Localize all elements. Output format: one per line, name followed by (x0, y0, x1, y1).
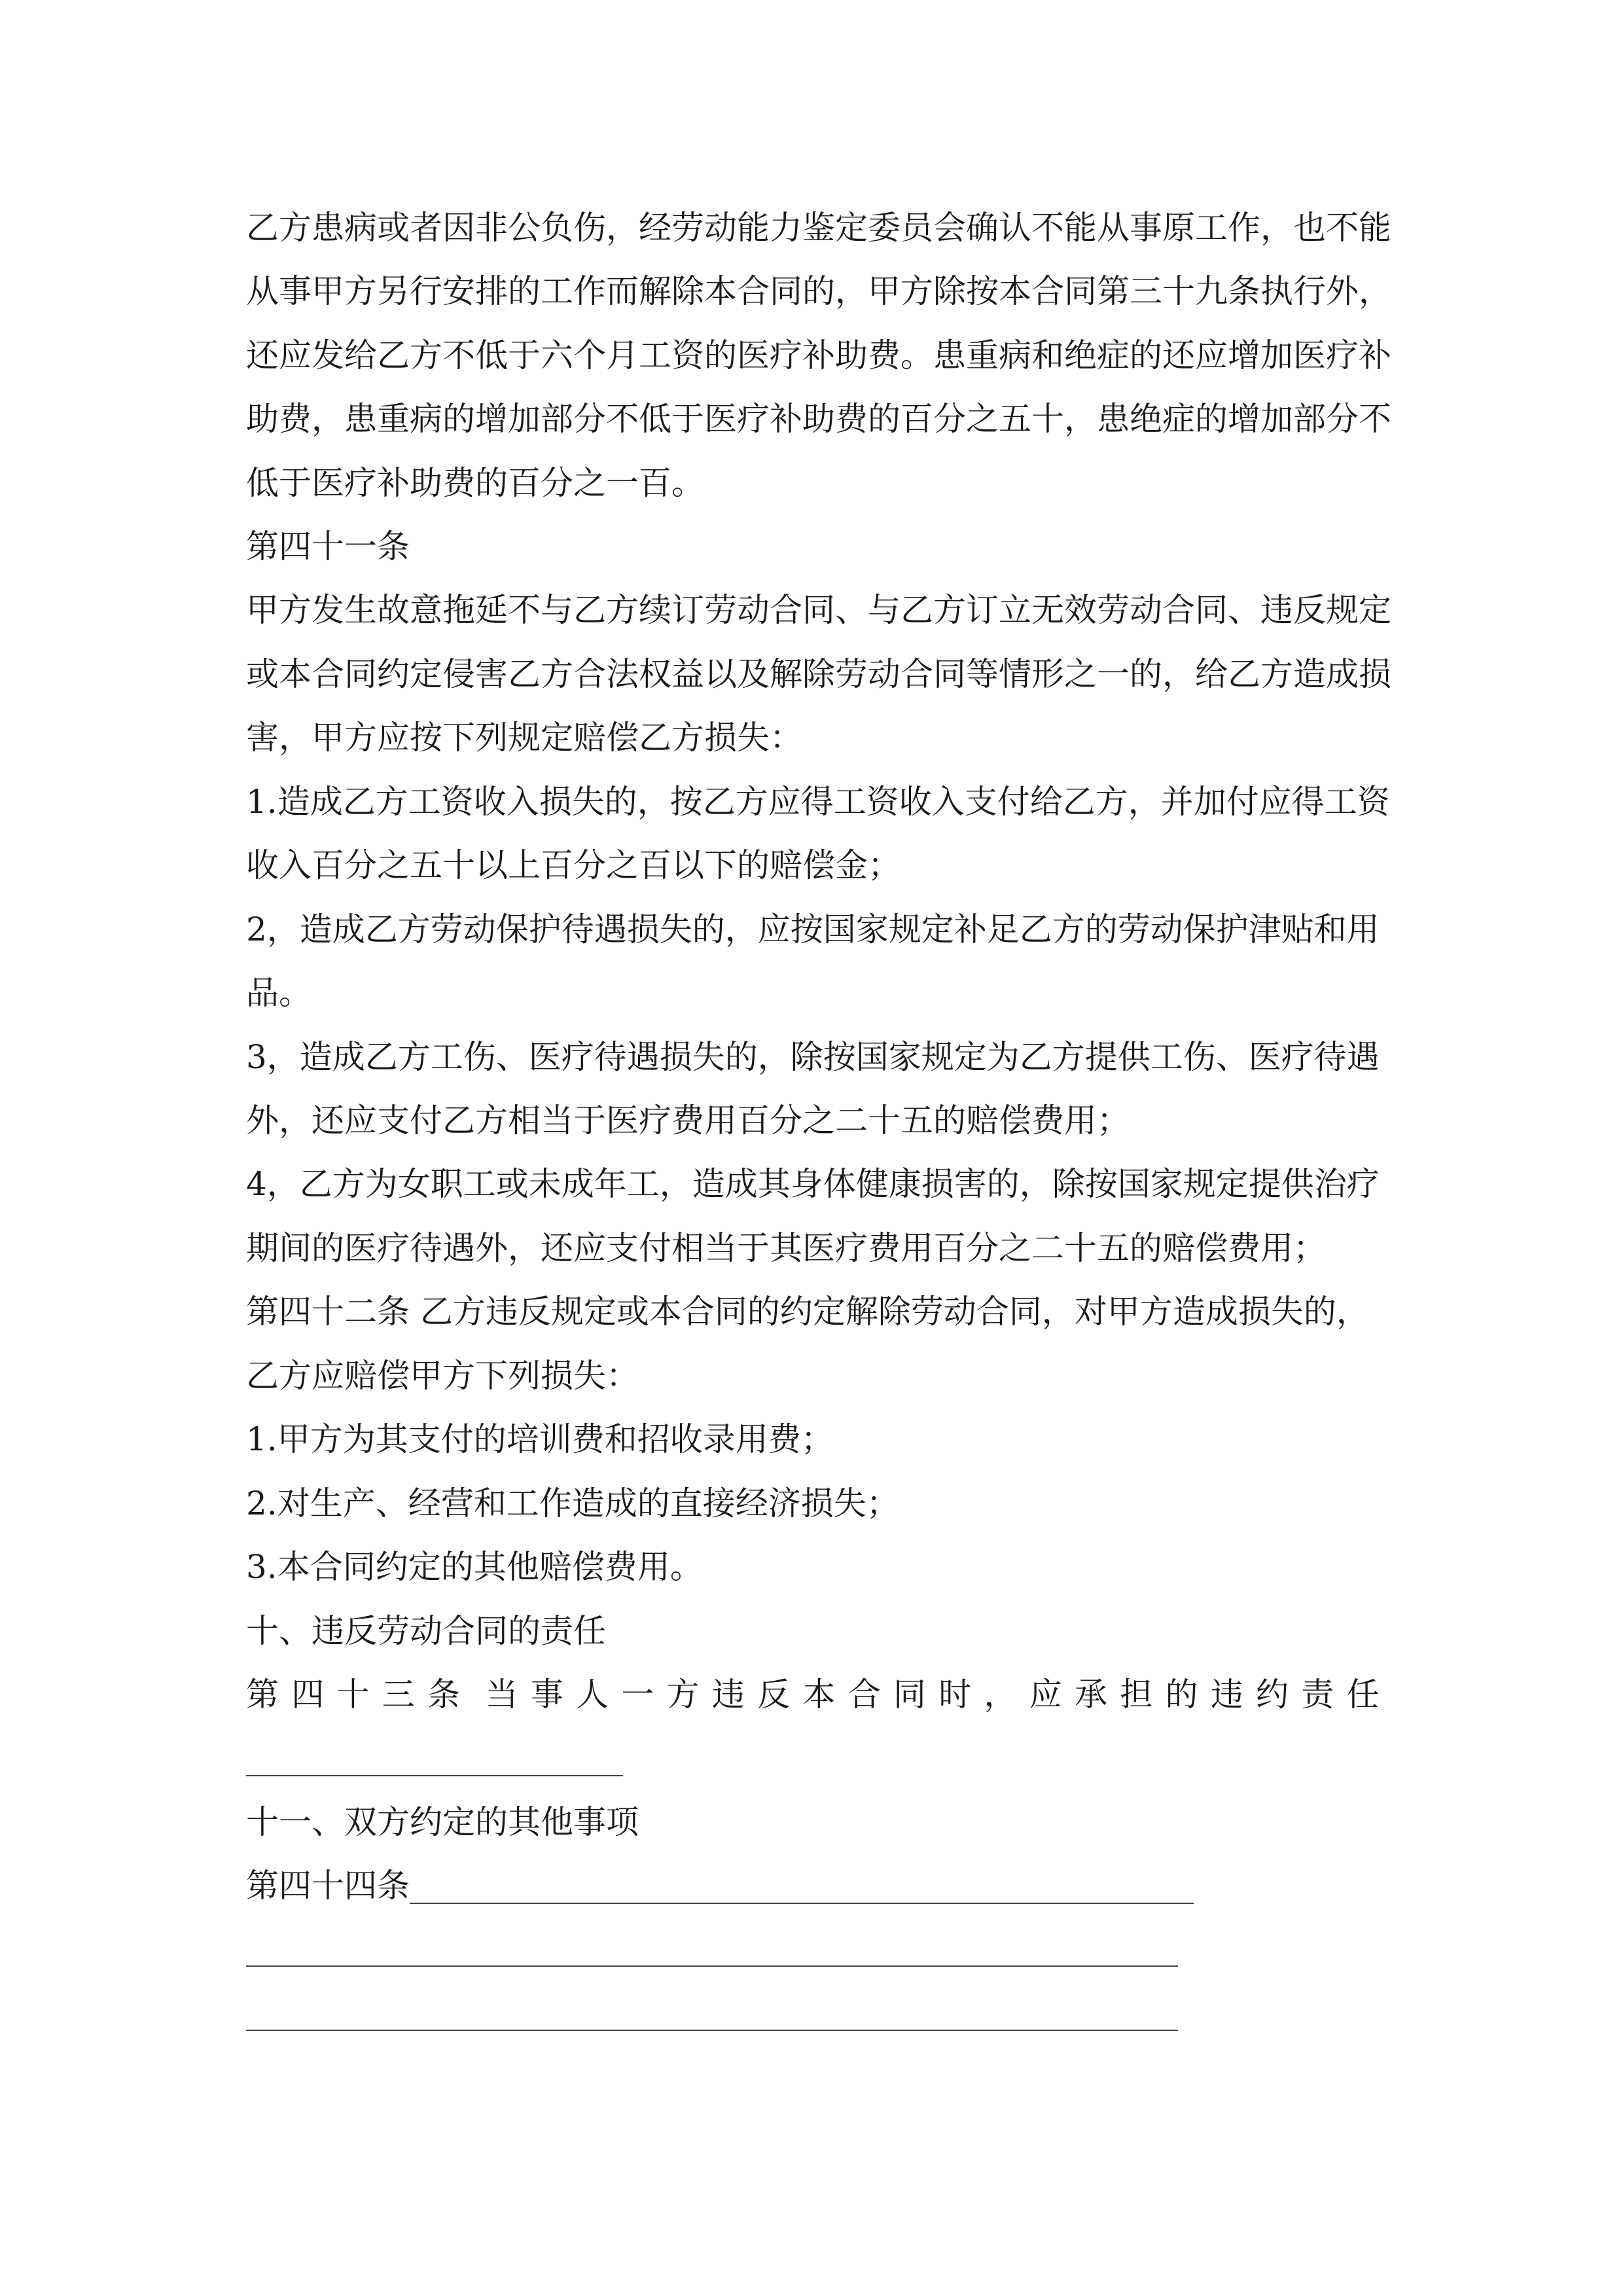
body-line: 助费，患重病的增加部分不低于医疗补助费的百分之五十，患绝症的增加部分不 (246, 400, 1391, 438)
article-43-char: 本 (802, 1676, 836, 1713)
list-item: 1.造成乙方工资收入损失的，按乙方应得工资收入支付给乙方，并加付应得工资 (246, 783, 1390, 821)
section-10-heading: 十、违反劳动合同的责任 (246, 1612, 606, 1650)
body-line: 害，甲方应按下列规定赔偿乙方损失： (246, 719, 802, 757)
article-43-char: ， (984, 1676, 1017, 1713)
list-item: 2.对生产、经营和工作造成的直接经济损失； (246, 1484, 899, 1522)
body-line: 品。 (246, 974, 312, 1012)
article-43-char: 人 (576, 1676, 609, 1713)
article-43-char: 三 (382, 1676, 415, 1713)
article-43-char: 时 (938, 1676, 972, 1713)
article-43-char: 十 (336, 1676, 370, 1713)
article-43-char: 当 (485, 1676, 518, 1713)
article-43-char: 反 (757, 1676, 791, 1713)
article-43-char: 条 (427, 1676, 461, 1713)
article-43-char: 承 (1075, 1676, 1108, 1713)
body-line: 从事甲方另行安排的工作而解除本合同的，甲方除按本合同第三十九条执行外， (246, 272, 1391, 310)
article-43-char: 应 (1029, 1676, 1062, 1713)
list-item: 3.本合同约定的其他赔偿费用。 (246, 1548, 703, 1586)
body-line: 还应发给乙方不低于六个月工资的医疗补助费。患重病和绝症的还应增加医疗补 (246, 336, 1391, 374)
fill-in-blank-line (246, 2030, 1178, 2031)
article-43-line (246, 1675, 1380, 1714)
section-11-heading: 十一、双方约定的其他事项 (246, 1803, 639, 1841)
body-line: 外，还应支付乙方相当于医疗费用百分之二十五的赔偿费用； (246, 1102, 1130, 1139)
body-line: 甲方发生故意拖延不与乙方续订劳动合同、与乙方订立无效劳动合同、违反规定 (246, 591, 1391, 629)
body-line: 乙方应赔偿甲方下列损失： (246, 1357, 639, 1395)
list-item: 3，造成乙方工伤、医疗待遇损失的，除按国家规定为乙方提供工伤、医疗待遇 (246, 1038, 1380, 1076)
article-43-char: 同 (893, 1676, 926, 1713)
body-line: 期间的医疗待遇外，还应支付相当于其医疗费用百分之二十五的赔偿费用； (246, 1229, 1326, 1267)
article-43-char: 的 (1165, 1676, 1198, 1713)
article-43-char: 第 (246, 1676, 279, 1713)
article-42-line: 第四十二条 乙方违反规定或本合同的约定解除劳动合同，对甲方造成损失的， (246, 1293, 1369, 1331)
body-line: 低于医疗补助费的百分之一百。 (246, 464, 704, 502)
body-line: 收入百分之五十以上百分之百以下的赔偿金； (246, 846, 901, 884)
article-43-char: 方 (666, 1676, 700, 1713)
list-item: 1.甲方为其支付的培训费和招收录用费； (246, 1420, 834, 1458)
article-43-char: 违 (711, 1676, 745, 1713)
article-44-label: 第四十四条 (246, 1867, 410, 1905)
article-43-char: 担 (1120, 1676, 1153, 1713)
fill-in-blank-line (246, 1965, 1178, 1967)
list-item: 4，乙方为女职工或未成年工，造成其身体健康损害的，除按国家规定提供治疗 (246, 1165, 1380, 1203)
article-43-char: 四 (291, 1676, 325, 1713)
body-line: 乙方患病或者因非公负伤，经劳动能力鉴定委员会确认不能从事原工作，也不能 (246, 209, 1391, 247)
fill-in-blank-line (246, 1775, 623, 1776)
fill-in-blank-line (410, 1903, 1194, 1904)
article-43-char: 约 (1256, 1676, 1289, 1713)
article-43-char: 违 (1210, 1676, 1243, 1713)
article-43-char: 一 (621, 1676, 654, 1713)
article-41-heading: 第四十一条 (246, 528, 410, 565)
article-43-char: 任 (1346, 1676, 1380, 1713)
article-43-char: 合 (847, 1676, 881, 1713)
article-43-char: 事 (530, 1676, 563, 1713)
list-item: 2，造成乙方劳动保护待遇损失的，应按国家规定补足乙方的劳动保护津贴和用 (246, 910, 1380, 948)
article-43-char: 责 (1301, 1676, 1334, 1713)
body-line: 或本合同约定侵害乙方合法权益以及解除劳动合同等情形之一的，给乙方造成损 (246, 655, 1391, 693)
